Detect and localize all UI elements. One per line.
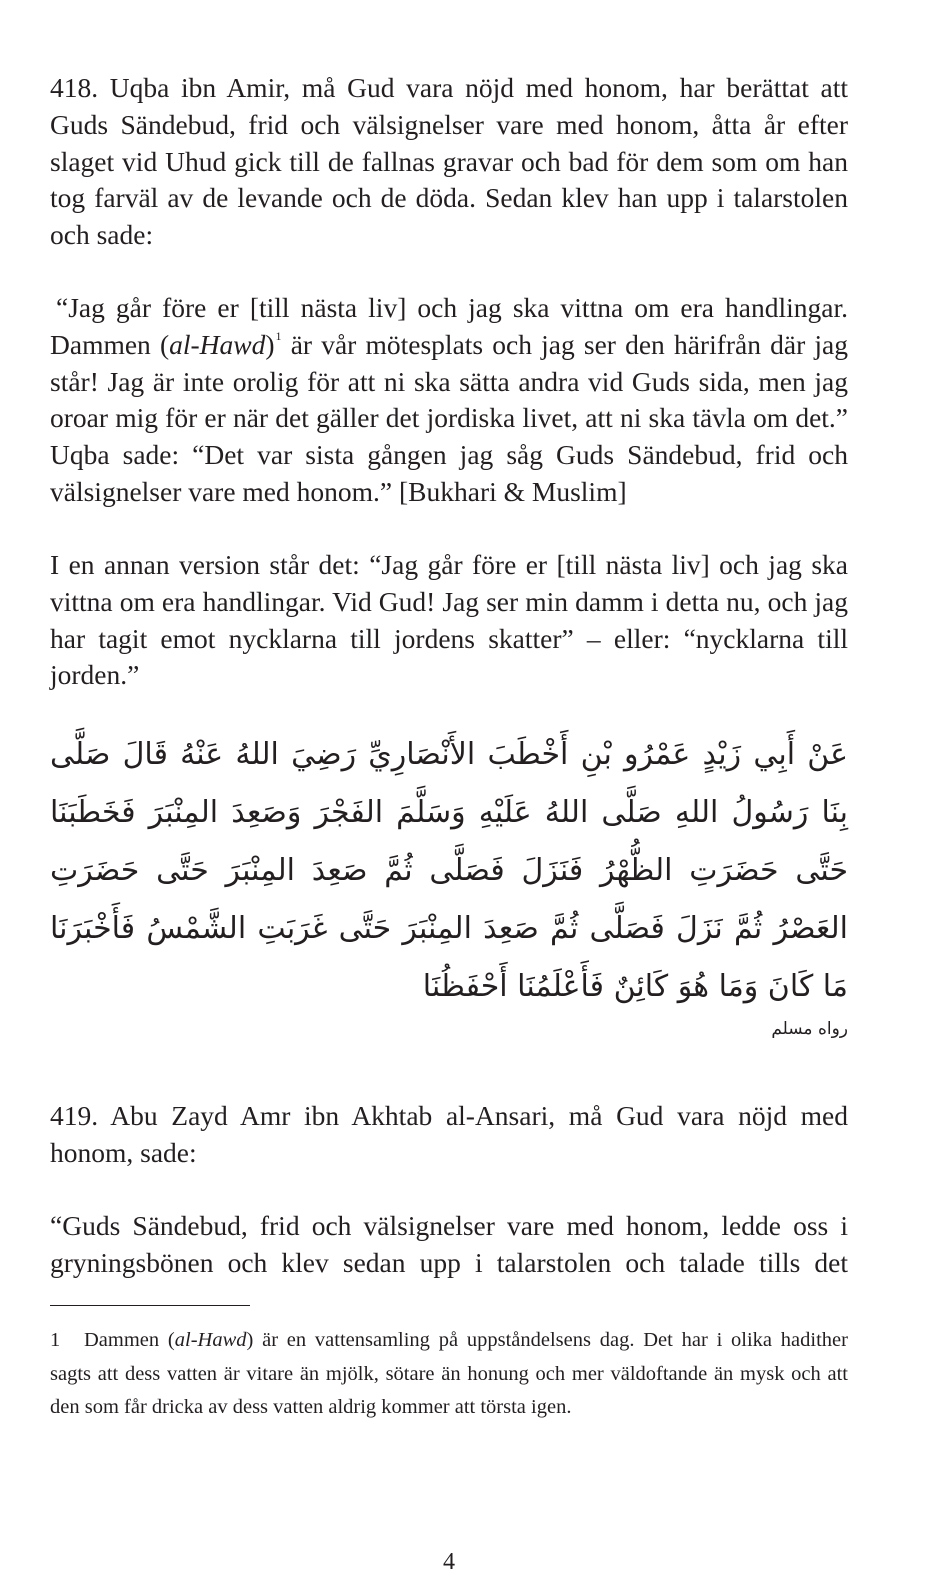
term-al-hawd: al-Hawd <box>169 328 266 360</box>
footnote <box>50 1324 848 1425</box>
hadith-419-intro: 419. Abu Zayd Amr ibn Akhtab al-Ansari, må Gud vara nöjd med honom, sade: <box>50 1100 848 1168</box>
footnote-text-before-term: Dammen ( <box>84 1329 175 1351</box>
footnote-term: al-Hawd <box>174 1329 247 1351</box>
book-page <box>50 0 848 1575</box>
hadith-419-quote-start: “Guds Sändebud, frid och välsignelser vare med honom, ledde oss i gryningsbönen och klev sedan upp i talarstolen och talade tills det <box>50 1210 848 1278</box>
hadith-418-intro: 418. Uqba ibn Amir, må Gud vara nöjd med honom, har berättat att Guds Sändebud, frid och välsignelser vare med honom, åtta år efter slaget vid Uhud gick till de fallnas gravar och bad för dem som om han tog farväl av de levande och de döda. Sedan klev han upp i talarstolen och sade: <box>50 72 848 251</box>
hadith-419-arabic-text: عَنْ أَبِي زَيْدٍ عَمْرُو بْنِ أَخْطَبَ الأَنْصَارِيِّ رَضِيَ اللهُ عَنْهُ قَالَ صَلَّى بِنَا رَسُولُ اللهِ صَلَّى اللهُ عَلَيْهِ وَسَلَّمَ الفَجْرَ وَصَعِدَ المِنْبَرَ فَخَطَبَنَا حَتَّى حَضَرَتِ الظُّهْرُ فَنَزَلَ فَصَلَّى ثُمَّ صَعِدَ المِنْبَرَ حَتَّى حَضَرَتِ العَصْرُ ثُمَّ نَزَلَ فَصَلَّى ثُمَّ صَعِدَ المِنْبَرَ حَتَّى غَرَبَتِ الشَّمْسُ فَأَخْبَرَنَا مَا كَانَ وَمَا هُوَ كَائِنٌ فَأَعْلَمُنَا أَحْفَظُنَا <box>50 737 848 1004</box>
hadith-418-quote <box>50 290 848 511</box>
hadith-419-arabic-source: رواه مسلم <box>771 1019 848 1039</box>
quote-text-before-term: “Jag går före er [till nästa liv] och jag ska vittna om era handlingar. Dammen ( <box>50 292 848 360</box>
close-paren: ) <box>265 328 275 360</box>
footnote-divider <box>50 1305 250 1306</box>
quote-text-after-term: är vår mötesplats och jag ser den härifrån där jag står! Jag är inte orolig för att ni ska sätta andra vid Guds sida, men jag oroar mig för er när det gäller det jordiska livet, att ni ska tävla om det.” Uqba sade: “Det var sista gången jag såg Guds Sändebud, frid och välsignelser vare med honom.” [Bukhari & Muslim] <box>50 328 848 507</box>
footnote-number: 1 <box>50 1329 61 1351</box>
footnote-reference[interactable]: 1 <box>275 328 282 343</box>
footnote-text-after-term: ) är en vattensamling på uppståndelsens dag. Det har i olika hadither sagts att dess vatten är vitare än mjölk, sötare än honung och mer väldoftande än mysk och att den som får dricka av dess vatten aldrig kommer att törsta igen. <box>50 1329 848 1418</box>
hadith-418-other-version: I en annan version står det: “Jag går före er [till nästa liv] och jag ska vittna om era handlingar. Vid Gud! Jag ser min damm i detta nu, och jag har tagit emot nycklarna till jordens skatter” – eller: “nycklarna till jorden.” <box>50 549 848 691</box>
page-number: 4 <box>443 1549 455 1575</box>
